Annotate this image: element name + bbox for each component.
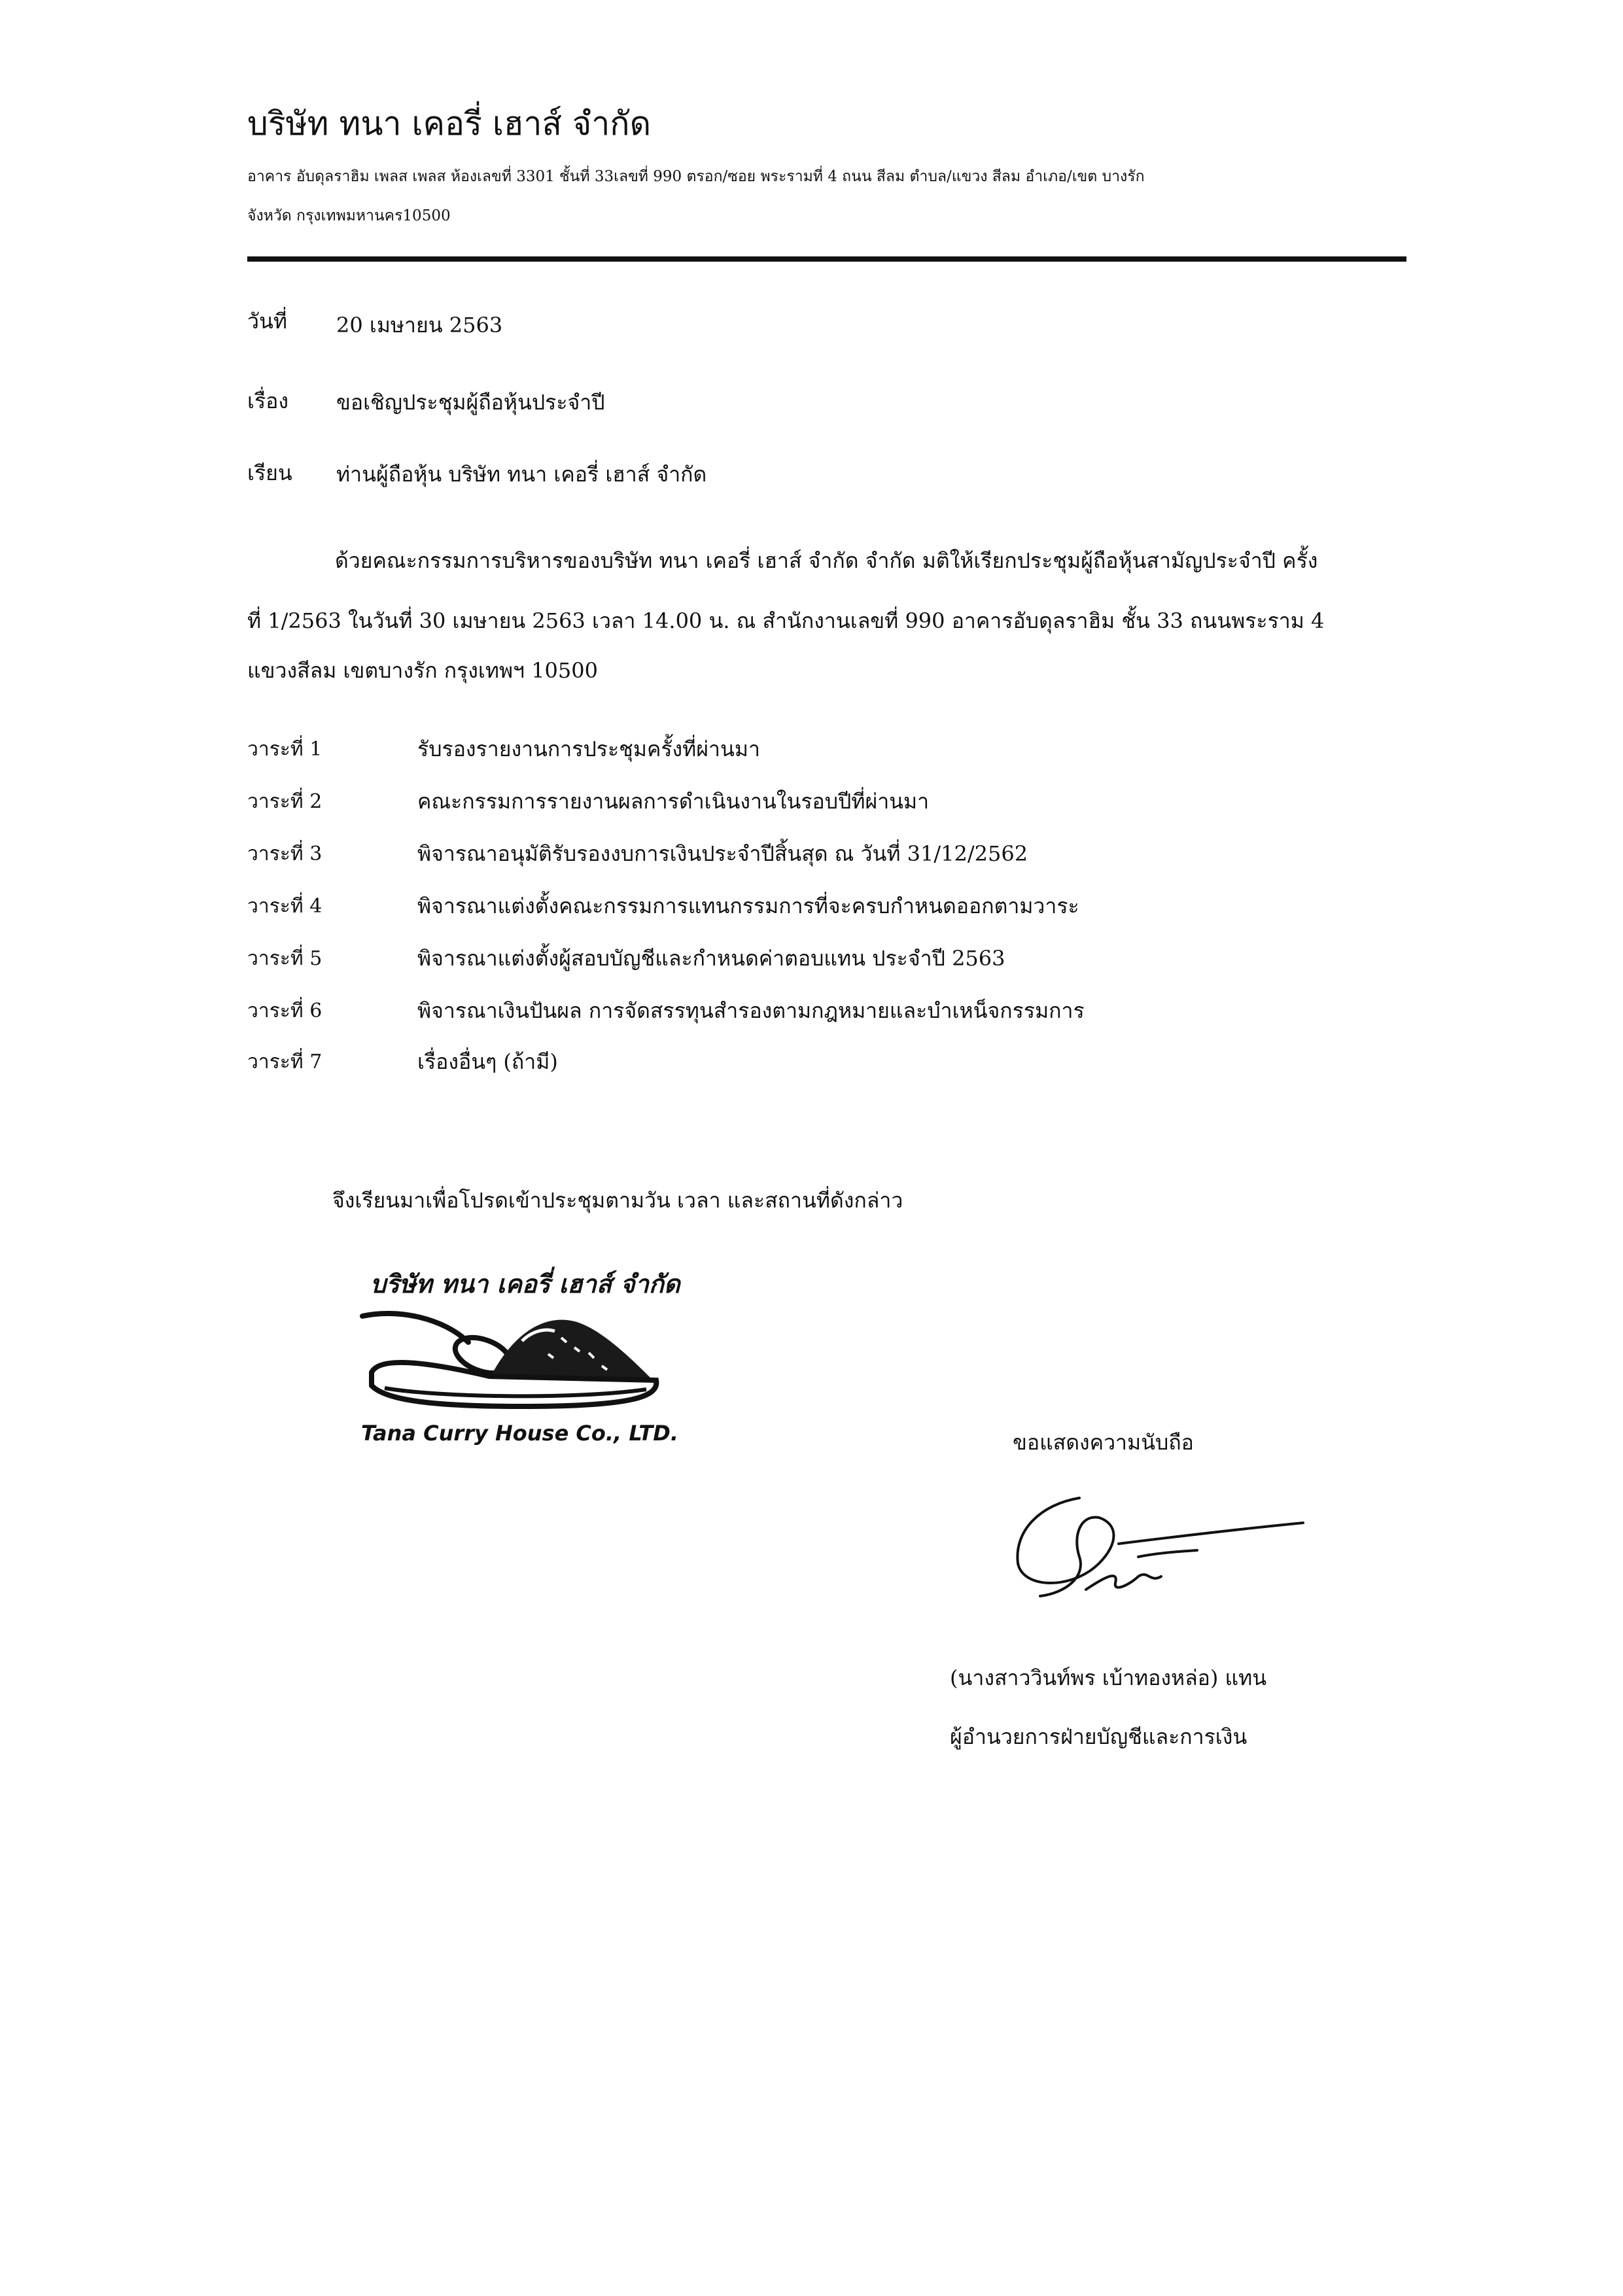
signer-name: (นางสาววินท์พร เบ้าทองหล่อ) แทน: [950, 1665, 1267, 1690]
company-address-line-2: จังหวัด กรุงเทพมหานคร10500: [247, 207, 451, 224]
closing-sentence: จึงเรียนมาเพื่อโปรดเข้าประชุมตามวัน เวลา และสถานที่ดังกล่าว: [332, 1188, 903, 1213]
agenda-item-2-label: วาระที่ 2: [247, 790, 323, 813]
body-paragraph-line-3: แขวงสีลม เขตบางรัก กรุงเทพฯ 10500: [247, 658, 598, 683]
company-address-line-1: อาคาร อับดุลราฮิม เพลส เพลส ห้องเลขที่ 3301 ชั้นที่ 33เลขที่ 990 ตรอก/ซอย พระรามที่ 4 ถนน สีลม ตำบล/แขวง สีลม อำเภอ/เขต บางรัก: [247, 168, 1145, 185]
header-divider: [247, 256, 1406, 262]
date-value: 20 เมษายน 2563: [336, 313, 503, 338]
subject-label: เรื่อง: [247, 389, 288, 413]
recipient-label: เรียน: [247, 461, 292, 485]
agenda-item-3-text: พิจารณาอนุมัติรับรองงบการเงินประจำปีสิ้นสุด ณ วันที่ 31/12/2562: [417, 841, 1028, 866]
subject-value: ขอเชิญประชุมผู้ถือหุ้นประจำปี: [336, 390, 605, 415]
agenda-item-1-text: รับรองรายงานการประชุมครั้งที่ผ่านมา: [417, 737, 760, 761]
agenda-item-3-label: วาระที่ 3: [247, 843, 323, 865]
agenda-item-7-text: เรื่องอื่นๆ (ถ้ามี): [417, 1049, 558, 1074]
handwritten-signature-icon: [1001, 1478, 1315, 1609]
body-paragraph-line-2: ที่ 1/2563 ในวันที่ 30 เมษายน 2563 เวลา 14.00 น. ณ สำนักงานเลขที่ 990 อาคารอับดุลราฮิม ชั้น 33 ถนนพระราม 4: [247, 608, 1325, 633]
agenda-item-1-label: วาระที่ 1: [247, 738, 323, 761]
agenda-item-5-label: วาระที่ 5: [247, 947, 323, 970]
agenda-item-4-label: วาระที่ 4: [247, 895, 323, 918]
stamp-english-name: Tana Curry House Co., LTD.: [361, 1421, 678, 1446]
company-name: บริษัท ทนา เคอรี่ เฮาส์ จำกัด: [247, 105, 652, 143]
date-label: วันที่: [247, 309, 287, 334]
body-paragraph-line-1: ด้วยคณะกรรมการบริหารของบริษัท ทนา เคอรี่ เฮาส์ จำกัด จำกัด มติให้เรียกประชุมผู้ถือหุ้นสามัญประจำปี ครั้ง: [335, 548, 1318, 573]
agenda-item-4-text: พิจารณาแต่งตั้งคณะกรรมการแทนกรรมการที่จะครบกำหนดออกตามวาระ: [417, 894, 1079, 918]
signer-title: ผู้อำนวยการฝ่ายบัญชีและการเงิน: [950, 1724, 1248, 1749]
recipient-value: ท่านผู้ถือหุ้น บริษัท ทนา เคอรี่ เฮาส์ จำกัด: [336, 462, 707, 487]
agenda-item-6-text: พิจารณาเงินปันผล การจัดสรรทุนสำรองตามกฎหมายและบำเหน็จกรรมการ: [417, 998, 1085, 1023]
agenda-item-7-label: วาระที่ 7: [247, 1051, 323, 1073]
agenda-item-5-text: พิจารณาแต่งตั้งผู้สอบบัญชีและกำหนดค่าตอบแทน ประจำปี 2563: [417, 946, 1005, 971]
agenda-item-2-text: คณะกรรมการรายงานผลการดำเนินงานในรอบปีที่ผ่านมา: [417, 789, 930, 814]
agenda-item-6-label: วาระที่ 6: [247, 1000, 323, 1022]
stamp-thai-name: บริษัท ทนา เคอรี่ เฮาส์ จำกัด: [370, 1270, 680, 1298]
curry-plate-logo-icon: [358, 1302, 666, 1413]
regards-text: ขอแสดงความนับถือ: [1013, 1430, 1194, 1455]
